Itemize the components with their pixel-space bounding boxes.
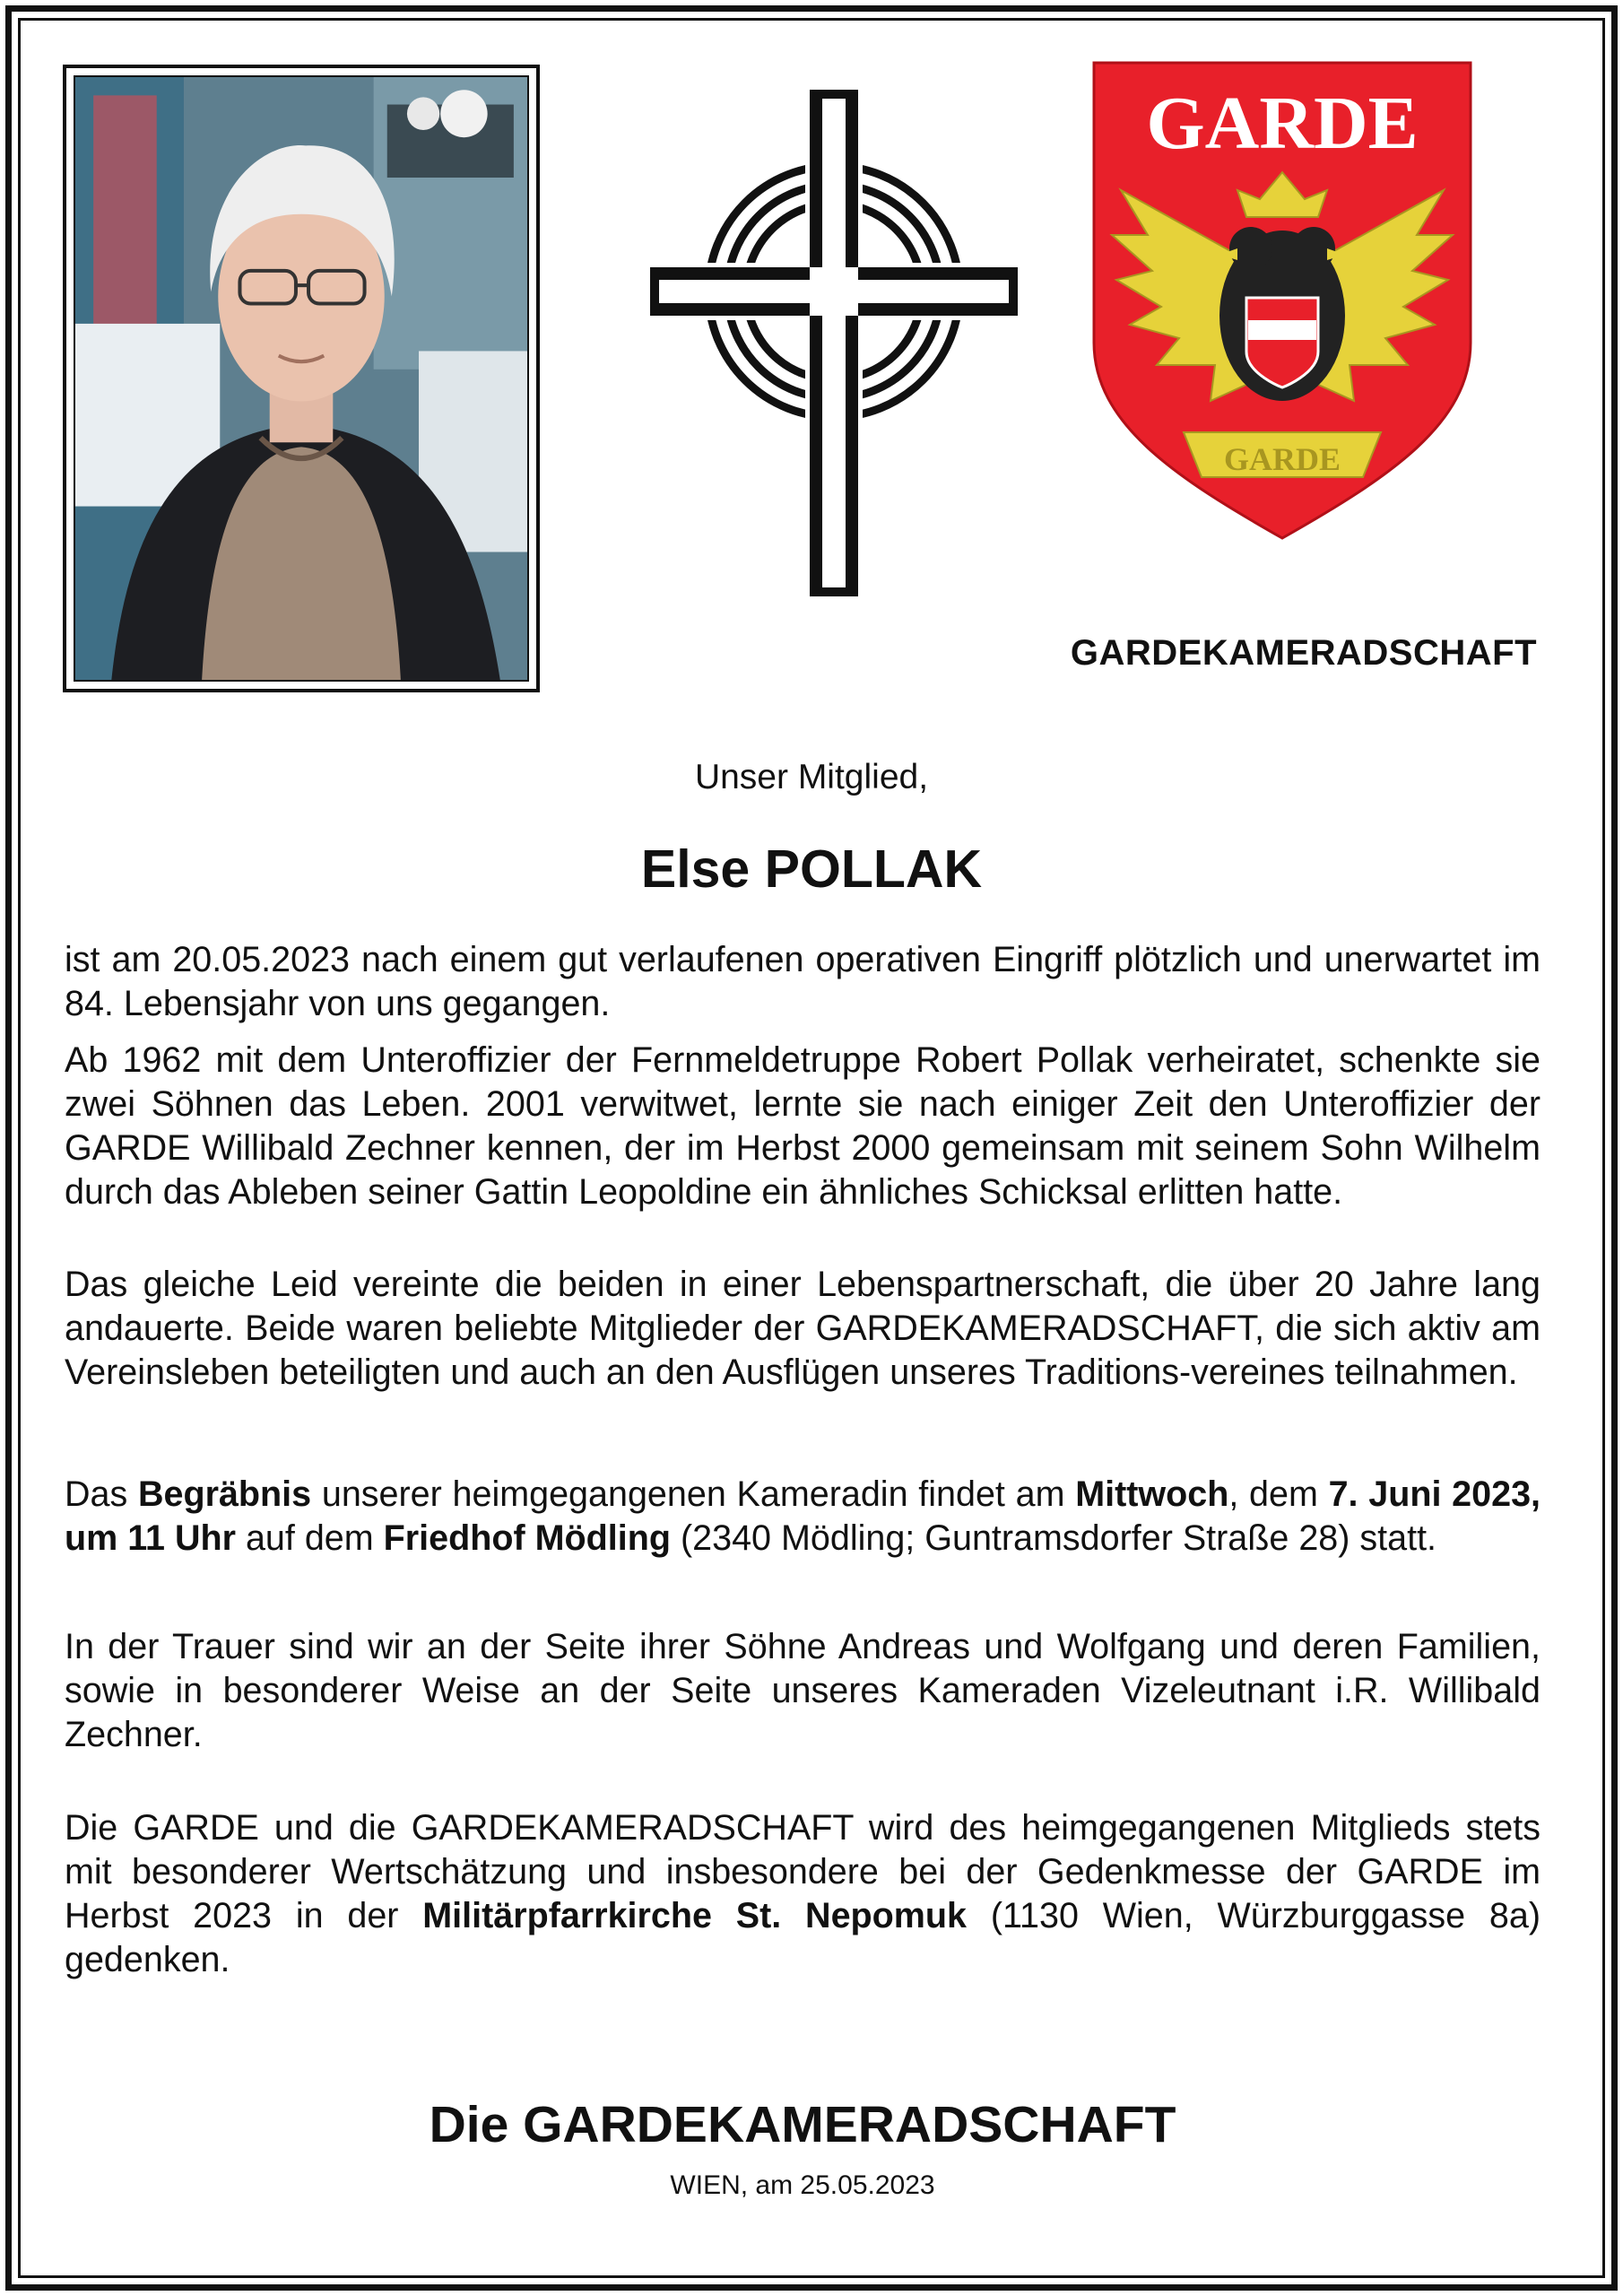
signature: Die GARDEKAMERADSCHAFT — [429, 2096, 1176, 2153]
garde-crest-logo — [1067, 56, 1497, 544]
funeral-bold-weekday: Mittwoch — [1075, 1474, 1229, 1514]
deceased-name: Else POLLAK — [640, 839, 983, 899]
crest-title: GARDE — [1146, 82, 1419, 165]
memorial-text-1: Die GARDE und die GARDEKAMERADSCHAFT wird des heimgegangenen Mitglieds stets mit besonderer Wertschätzung und insbesondere bei der Gedenkmesse der GARDE im Herbst 2023 in der — [65, 1808, 1541, 1935]
paragraph-funeral-details — [65, 1473, 1541, 1561]
funeral-text-4: auf dem — [235, 1518, 384, 1558]
funeral-text-2: unserer heimgegangenen Kameradin findet am — [311, 1474, 1076, 1514]
place-date: WIEN, am 25.05.2023 — [670, 2170, 935, 2200]
funeral-text-3: , dem — [1228, 1474, 1329, 1514]
funeral-text-5: (2340 Mödling; Guntramsdorfer Straße 28) statt. — [671, 1518, 1437, 1558]
paragraph-memorial — [65, 1806, 1541, 1982]
organization-label: GARDEKAMERADSCHAFT — [1070, 633, 1537, 673]
funeral-bold-burial: Begräbnis — [137, 1474, 312, 1514]
memorial-bold-church: Militärpfarrkirche St. Nepomuk — [422, 1896, 968, 1935]
funeral-bold-date-time: 7. Juni 2023, um 11 Uhr — [65, 1474, 1541, 1558]
memorial-text-2: (1130 Wien, Würzburggasse 8a) gedenken. — [65, 1896, 1541, 1979]
paragraph-partnership: Das gleiche Leid vereinte die beiden in einer Lebenspartnerschaft, die über 20 Jahre lang andauerte. Beide waren beliebte Mitglieder der GARDEKAMERADSCHAFT, die sich aktiv am Vereinsleben beteiligten und auch an den Ausflügen unseres Traditions-vereines teilnahmen. — [65, 1265, 1541, 1392]
funeral-bold-cemetery: Friedhof Mödling — [383, 1518, 671, 1558]
portrait-photo — [63, 65, 540, 692]
paragraph-condolences: In der Trauer sind wir an der Seite ihrer Söhne Andreas und Wolfgang und deren Familien, sowie in besonderer Weise an der Seite unseres Kameraden Vizeleutnant i.R. Willibald Zechner. — [65, 1627, 1541, 1754]
cross-icon — [646, 85, 1022, 601]
paragraph-biography: Ab 1962 mit dem Unteroffizier der Fernmeldetruppe Robert Pollak verheiratet, schenkte sie zwei Söhnen das Leben. 2001 verwitwet, lernte sie nach einiger Zeit den Unteroffizier der GARDE Willibald Zechner kennen, der im Herbst 2000 gemeinsam mit seinem Sohn Wilhelm durch das Ableben seiner Gattin Leopoldine ein ähnliches Schicksal erlitten hatte. — [65, 1040, 1541, 1212]
intro-line: Unser Mitglied, — [694, 758, 929, 796]
crest-bottom-text: GARDE — [1223, 441, 1341, 477]
paragraph-death-notice: ist am 20.05.2023 nach einem gut verlaufenen operativen Eingriff plötzlich und unerwartet im 84. Lebensjahr von uns gegangen. — [65, 940, 1541, 1023]
portrait-image — [74, 75, 529, 682]
funeral-text-1: Das — [65, 1474, 138, 1514]
